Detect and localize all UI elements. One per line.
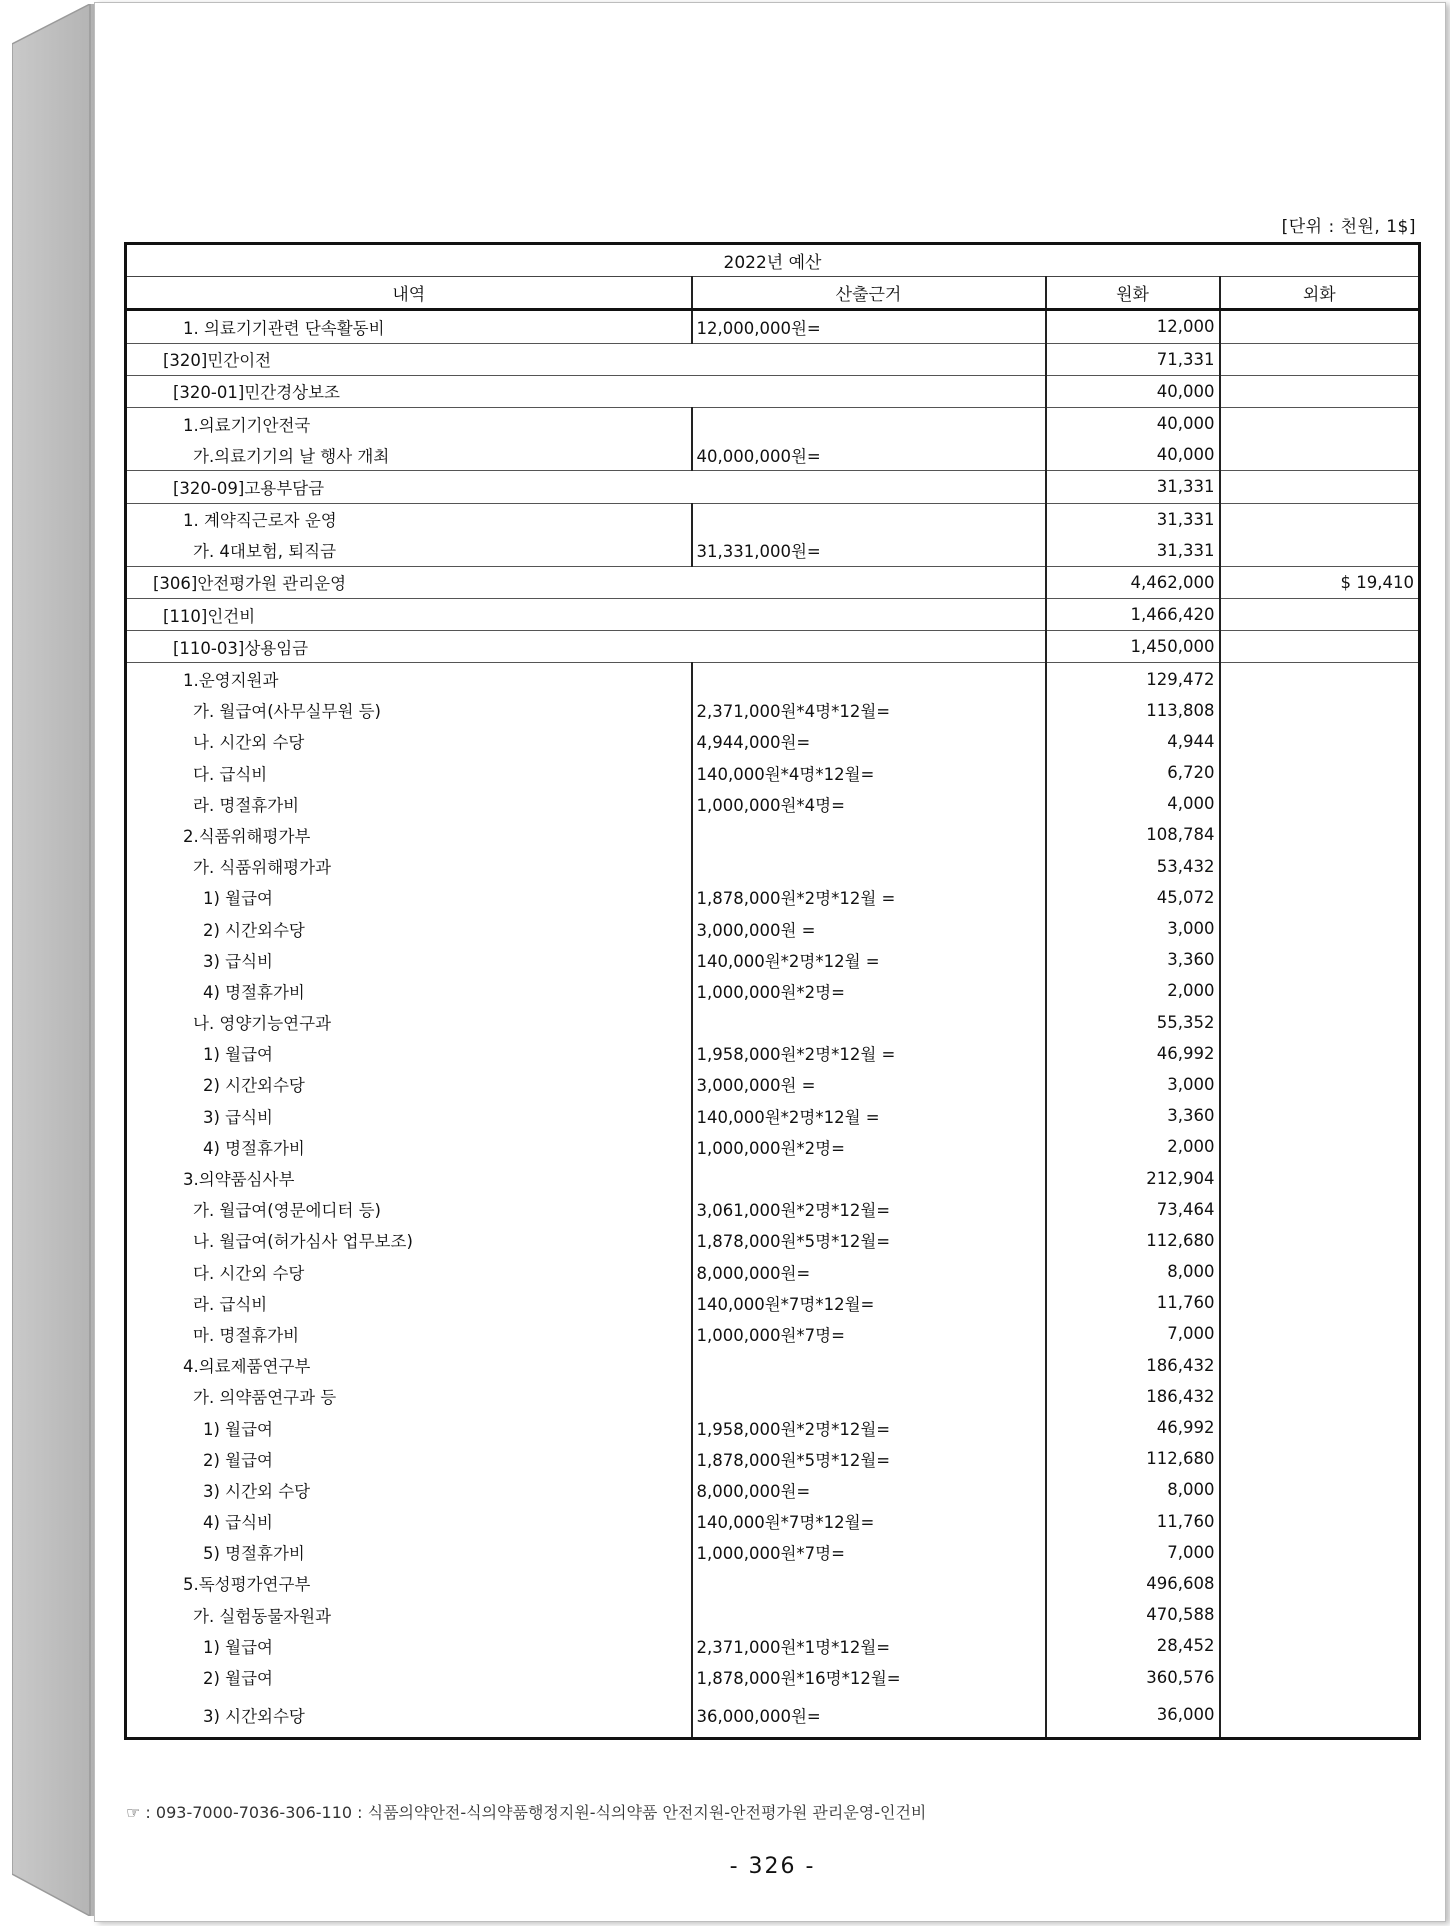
row-item: 1) 월급여 [126,1630,692,1661]
row-item: 4) 급식비 [126,1506,692,1537]
row-item: 3) 급식비 [126,944,692,975]
row-item: 나. 시간외 수당 [126,726,692,757]
unit-label: [단위 : 천원, 1$] [1281,217,1416,237]
book-spine [12,4,96,1916]
row-basis [692,1162,1046,1193]
row-fx [1220,439,1420,471]
row-krw: 186,432 [1046,1381,1220,1412]
row-fx [1220,1131,1420,1162]
row-item: 3) 급식비 [126,1100,692,1131]
row-krw: 496,608 [1046,1568,1220,1599]
table-row [126,1630,1420,1661]
row-item: 2) 시간외수당 [126,913,692,944]
table-row [126,343,1420,375]
row-fx [1220,1506,1420,1537]
row-krw: 31,331 [1046,503,1220,535]
table-row [126,1443,1420,1474]
row-krw: 212,904 [1046,1162,1220,1193]
table-row [126,1225,1420,1256]
table-row [126,1506,1420,1537]
row-basis [692,407,1046,439]
row-krw: 36,000 [1046,1693,1220,1739]
row-fx [1220,788,1420,819]
table-row [126,944,1420,975]
row-fx [1220,631,1420,663]
row-basis [692,1007,1046,1038]
row-krw: 1,466,420 [1046,599,1220,631]
table-row [126,1474,1420,1505]
table-row [126,1599,1420,1630]
table-row [126,1256,1420,1287]
row-krw: 73,464 [1046,1194,1220,1225]
row-item: 1) 월급여 [126,1038,692,1069]
row-basis [692,1381,1046,1412]
row-item: 1) 월급여 [126,882,692,913]
row-item: 3) 시간외 수당 [126,1474,692,1505]
table-row [126,439,1420,471]
row-krw: 8,000 [1046,1256,1220,1287]
row-basis: 2,371,000원*1명*12월= [692,1630,1046,1661]
table-row [126,1162,1420,1193]
row-item: 2) 시간외수당 [126,1069,692,1100]
row-krw: 4,000 [1046,788,1220,819]
row-fx [1220,1350,1420,1381]
row-item: [306]안전평가원 관리운영 [126,566,1046,598]
row-basis [692,503,1046,535]
row-item: 가. 실험동물자원과 [126,1599,692,1630]
table-row [126,819,1420,850]
row-fx [1220,944,1420,975]
row-krw: 31,331 [1046,471,1220,503]
row-item: [110-03]상용임금 [126,631,1046,663]
table-row [126,1350,1420,1381]
table-title: 2022년 예산 [126,244,1420,277]
row-basis: 140,000원*7명*12월= [692,1287,1046,1318]
table-row [126,1287,1420,1318]
row-krw: 11,760 [1046,1506,1220,1537]
row-krw: 28,452 [1046,1630,1220,1661]
row-fx [1220,695,1420,726]
row-basis: 140,000원*2명*12월 = [692,944,1046,975]
row-fx [1220,663,1420,695]
row-basis: 8,000,000원= [692,1474,1046,1505]
row-krw: 4,462,000 [1046,566,1220,598]
row-basis: 1,878,000원*5명*12월= [692,1225,1046,1256]
row-item: 2) 월급여 [126,1443,692,1474]
row-krw: 40,000 [1046,407,1220,439]
row-krw: 45,072 [1046,882,1220,913]
row-basis: 31,331,000원= [692,535,1046,567]
row-basis [692,663,1046,695]
row-basis [692,1599,1046,1630]
row-fx [1220,1225,1420,1256]
row-item: 3) 시간외수당 [126,1693,692,1739]
row-fx [1220,407,1420,439]
row-krw: 7,000 [1046,1537,1220,1568]
table-row [126,1318,1420,1349]
row-fx [1220,1630,1420,1661]
row-fx [1220,851,1420,882]
row-fx [1220,1412,1420,1443]
row-item: [320-01]민간경상보조 [126,375,1046,407]
row-basis: 1,958,000원*2명*12월= [692,1412,1046,1443]
row-krw: 8,000 [1046,1474,1220,1505]
table-row [126,726,1420,757]
page-number: - 326 - [729,1854,816,1879]
row-item: 가. 식품위해평가과 [126,851,692,882]
row-fx [1220,1568,1420,1599]
table-row [126,1381,1420,1412]
row-item: 3.의약품심사부 [126,1162,692,1193]
row-item: 5) 명절휴가비 [126,1537,692,1568]
table-row [126,975,1420,1006]
row-fx [1220,535,1420,567]
table-row [126,1568,1420,1599]
row-basis: 1,958,000원*2명*12월 = [692,1038,1046,1069]
row-basis: 8,000,000원= [692,1256,1046,1287]
row-basis: 1,878,000원*5명*12월= [692,1443,1046,1474]
row-krw: 112,680 [1046,1225,1220,1256]
row-item: 2) 월급여 [126,1661,692,1692]
row-krw: 31,331 [1046,535,1220,567]
row-fx [1220,1007,1420,1038]
row-basis: 1,000,000원*2명= [692,975,1046,1006]
table-row [126,503,1420,535]
row-item: 가. 의약품연구과 등 [126,1381,692,1412]
column-header-basis: 산출근거 [692,277,1046,310]
row-basis [692,1350,1046,1381]
row-fx [1220,1256,1420,1287]
row-item: 5.독성평가연구부 [126,1568,692,1599]
table-row [126,471,1420,503]
column-header-fx: 외화 [1220,277,1420,310]
table-row [126,913,1420,944]
row-fx [1220,1100,1420,1131]
row-basis: 1,000,000원*4명= [692,788,1046,819]
row-fx [1220,343,1420,375]
row-krw: 12,000 [1046,310,1220,343]
row-fx: $ 19,410 [1220,566,1420,598]
row-krw: 46,992 [1046,1038,1220,1069]
row-item: 1. 계약직근로자 운영 [126,503,692,535]
row-basis: 2,371,000원*4명*12월= [692,695,1046,726]
row-item: 1.운영지원과 [126,663,692,695]
row-basis: 3,061,000원*2명*12월= [692,1194,1046,1225]
row-fx [1220,1069,1420,1100]
row-krw: 2,000 [1046,1131,1220,1162]
row-item: 가.의료기기의 날 행사 개최 [126,439,692,471]
row-basis: 1,878,000원*2명*12월 = [692,882,1046,913]
row-fx [1220,1162,1420,1193]
row-fx [1220,1194,1420,1225]
table-row [126,1069,1420,1100]
row-fx [1220,913,1420,944]
row-item: 다. 급식비 [126,757,692,788]
row-fx [1220,1661,1420,1692]
row-basis: 140,000원*2명*12월 = [692,1100,1046,1131]
row-basis: 1,000,000원*2명= [692,1131,1046,1162]
table-row [126,851,1420,882]
table-row [126,757,1420,788]
row-krw: 186,432 [1046,1350,1220,1381]
row-krw: 53,432 [1046,851,1220,882]
row-item: [110]인건비 [126,599,1046,631]
row-item: 2.식품위해평가부 [126,819,692,850]
row-krw: 1,450,000 [1046,631,1220,663]
row-krw: 46,992 [1046,1412,1220,1443]
row-fx [1220,503,1420,535]
row-krw: 113,808 [1046,695,1220,726]
row-basis: 1,000,000원*7명= [692,1537,1046,1568]
table-row [126,1661,1420,1692]
row-krw: 6,720 [1046,757,1220,788]
row-krw: 470,588 [1046,1599,1220,1630]
row-krw: 55,352 [1046,1007,1220,1038]
row-krw: 40,000 [1046,375,1220,407]
row-krw: 112,680 [1046,1443,1220,1474]
row-basis [692,851,1046,882]
row-krw: 3,000 [1046,1069,1220,1100]
table-row [126,1131,1420,1162]
row-item: [320]민간이전 [126,343,1046,375]
row-basis: 140,000원*7명*12월= [692,1506,1046,1537]
row-krw: 4,944 [1046,726,1220,757]
table-row [126,599,1420,631]
table-row [126,1693,1420,1739]
footer-note: ☞ : 093-7000-7036-306-110 : 식품의약안전-식의약품행정지원-식의약품 안전지원-안전평가원 관리운영-인건비 [126,1803,927,1822]
row-krw: 11,760 [1046,1287,1220,1318]
row-fx [1220,757,1420,788]
row-basis [692,819,1046,850]
row-fx [1220,375,1420,407]
row-item: 1) 월급여 [126,1412,692,1443]
row-fx [1220,726,1420,757]
table-row [126,695,1420,726]
table-row [126,788,1420,819]
row-item: 가. 4대보험, 퇴직금 [126,535,692,567]
table-row [126,631,1420,663]
row-fx [1220,599,1420,631]
row-item: 나. 월급여(허가심사 업무보조) [126,1225,692,1256]
row-item: 나. 영양기능연구과 [126,1007,692,1038]
table-row [126,1100,1420,1131]
row-item: 라. 급식비 [126,1287,692,1318]
column-header-krw: 원화 [1046,277,1220,310]
table-row [126,1412,1420,1443]
row-basis: 12,000,000원= [692,310,1046,343]
row-krw: 71,331 [1046,343,1220,375]
row-item: 다. 시간외 수당 [126,1256,692,1287]
row-basis: 40,000,000원= [692,439,1046,471]
column-header-item: 내역 [126,277,692,310]
row-fx [1220,1537,1420,1568]
row-item: 마. 명절휴가비 [126,1318,692,1349]
row-basis: 4,944,000원= [692,726,1046,757]
table-row [126,566,1420,598]
row-item: [320-09]고용부담금 [126,471,1046,503]
table-row [126,1007,1420,1038]
row-item: 4) 명절휴가비 [126,1131,692,1162]
row-fx [1220,882,1420,913]
row-fx [1220,1318,1420,1349]
table-row [126,1537,1420,1568]
row-item: 라. 명절휴가비 [126,788,692,819]
row-basis: 3,000,000원 = [692,913,1046,944]
table-row [126,375,1420,407]
row-krw: 2,000 [1046,975,1220,1006]
row-fx [1220,1287,1420,1318]
row-krw: 7,000 [1046,1318,1220,1349]
budget-table [124,242,1421,1740]
row-krw: 360,576 [1046,1661,1220,1692]
row-krw: 40,000 [1046,439,1220,471]
row-item: 4) 명절휴가비 [126,975,692,1006]
row-krw: 3,000 [1046,913,1220,944]
row-item: 가. 월급여(영문에디터 등) [126,1194,692,1225]
row-basis: 1,878,000원*16명*12월= [692,1661,1046,1692]
row-basis: 1,000,000원*7명= [692,1318,1046,1349]
row-fx [1220,975,1420,1006]
row-fx [1220,1443,1420,1474]
row-fx [1220,819,1420,850]
row-basis: 36,000,000원= [692,1693,1046,1739]
table-row [126,1194,1420,1225]
table-row [126,407,1420,439]
row-basis: 140,000원*4명*12월= [692,757,1046,788]
row-item: 1.의료기기안전국 [126,407,692,439]
table-row [126,310,1420,343]
table-row [126,1038,1420,1069]
table-row [126,882,1420,913]
row-item: 1. 의료기기관련 단속활동비 [126,310,692,343]
row-krw: 108,784 [1046,819,1220,850]
table-body [126,310,1420,1738]
row-krw: 129,472 [1046,663,1220,695]
row-basis [692,1568,1046,1599]
row-krw: 3,360 [1046,944,1220,975]
row-item: 4.의료제품연구부 [126,1350,692,1381]
row-fx [1220,1038,1420,1069]
row-fx [1220,471,1420,503]
row-fx [1220,1381,1420,1412]
row-fx [1220,1599,1420,1630]
row-item: 가. 월급여(사무실무원 등) [126,695,692,726]
row-fx [1220,1474,1420,1505]
table-row [126,663,1420,695]
row-basis: 3,000,000원 = [692,1069,1046,1100]
row-fx [1220,1693,1420,1739]
table-row [126,535,1420,567]
row-fx [1220,310,1420,343]
row-krw: 3,360 [1046,1100,1220,1131]
